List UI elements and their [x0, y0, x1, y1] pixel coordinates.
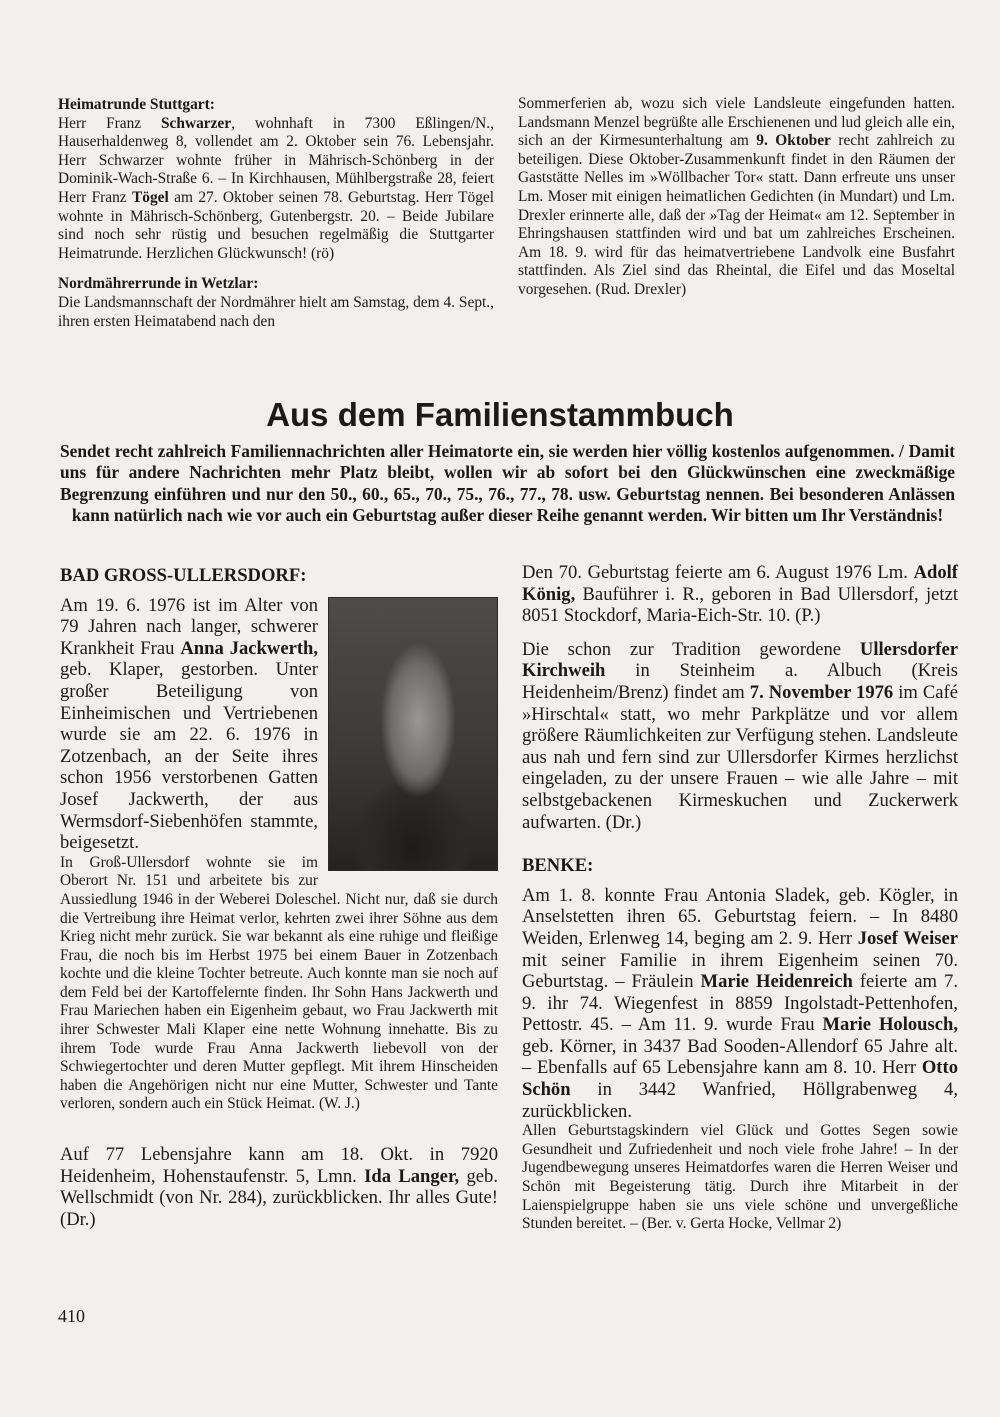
column-top-right [518, 95, 955, 300]
text-obituary: Am 19. 6. 1976 ist im Alter von 79 Jahren nach langer, schwerer Krankheit Frau Anna Jackwerth, geb. Klaper, gestorben. Unter großer Beteiligung von Einheimischen und Vertriebenen wurde sie am 22. 6. 1976 in Zotzenbach, an der Seite ihres schon 1956 verstorbenen Gatten Josef Jackwerth, der aus Wermsdorf-Siebenhöfen stammte, beigesetzt. [60, 594, 319, 854]
text-obituary-details: In Groß-Ullersdorf wohnte sie im Oberort Nr. 151 und arbeitete bis zur Aussiedlung 1946 in der Weberei Doleschel. Nicht nur, daß sie durch die Vertreibung ihre Heimat verlor, kehrten zwei ihrer Söhne aus dem Krieg nicht mehr zurück. Sie war bekannt als eine ruhige und fleißige Frau, die noch bis im Herbst 1975 bei einem Bauer in Zotzenbach kochte und die kleine Tochter betreute. Auch konnte man sie noch auf dem Feld bei der Kartoffelernte finden. Ihr Sohn Hans Jackwerth und Frau Mariechen haben ein Eigenheim gebaut, wo Frau Jackwerth mit ihrer Schwester Mali Klaper eine nette Wohnung innehatte. Bis zu ihrem Tode wurde Frau Anna Jackwerth liebevoll von der Schwiegertochter und deren Mutter gepflegt. Mit ihrem Hinscheiden haben die Angehörigen nicht nur eine Mutter, Schwester und Tante verloren, sondern auch ein Stück Heimat. (W. J.) [60, 853, 498, 1113]
heading-bad-gross-ullersdorf: BAD GROSS-ULLERSDORF: [60, 565, 307, 586]
column-bottom-left [60, 565, 498, 1230]
text-ida-langer: Auf 77 Lebensjahre kann am 18. Okt. in 7920 Heidenheim, Hohenstaufenstr. 5, Lmn. Ida Langer, geb. Wellschmidt (von Nr. 284), zurückblicken. Ihr alles Gute! (Dr.) [60, 1144, 498, 1230]
text-kirchweih: Die schon zur Tradition gewordene Ullersdorfer Kirchweih in Steinheim a. Albuch (Kreis Heidenheim/Brenz) findet am 7. November 1976 im Café »Hirschtal« statt, wo mehr Parkplätze und vor allem größere Räumlichkeiten zur Verfügung stehen. Landsleute aus nah und fern sind zur Ullersdorfer Kirmes herzlichst eingeladen, zu der unsere Frauen – wie alle Jahre – mit selbstgebackenen Kirmeskuchen und Zuckerwerk aufwarten. (Dr.) [522, 638, 958, 833]
section-title: Aus dem Familienstammbuch [266, 396, 734, 433]
page-number: 410 [58, 1306, 85, 1326]
section-intro: Sendet recht zahlreich Familiennachrichten aller Heimatorte ein, sie werden hier völlig kostenlos aufgenommen. / Damit uns für andere Nachrichten mehr Platz bleibt, wollen wir ab sofort bei den Glückwünschen eine zweckmäßige Begrenzung einführen und nur den 50., 60., 65., 70., 75., 76., 77., 78. usw. Geburtstag nennen. Bei besonderen Anlässen kann natürlich nach wie vor auch ein Geburtstag außer dieser Reihe genannt werden. Wir bitten um Ihr Verständnis! [60, 441, 955, 526]
text-wetzlar-continued: Sommerferien ab, wozu sich viele Landsleute eingefunden hatten. Landsmann Menzel begrüßte alle Erschienenen und lud gleich alle ein, sich an der Kirmesunterhaltung am 9. Oktober recht zahlreich zu beteiligen. Diese Oktober-Zusammenkunft findet in den Räumen der Gaststätte Nelles im »Wöllbacher Tor« statt. Dann erfreute uns unser Lm. Moser mit einigen heimatlichen Gedichten (in Mundart) und Lm. Drexler erinnerte alle, daß der »Tag der Heimat« am 12. September in Ehringshausen stattfinden wird und bat um zahlreiches Erscheinen. Am 18. 9. wird für das heimatvertriebene Landvolk eine Busfahrt stattfinden. Als Ziel sind das Rheintal, die Eifel und das Moseltal vorgesehen. (Rud. Drexler) [518, 95, 955, 298]
column-top-left [58, 96, 494, 331]
portrait-photo-anna-jackwerth [328, 597, 498, 871]
heading-nordmaehrerrunde-wetzlar: Nordmährerrunde in Wetzlar: [58, 275, 259, 293]
text-stuttgart: Herr Franz Schwarzer, wohnhaft in 7300 Eßlingen/N., Hauserhaldenweg 8, vollendet am 2. Oktober sein 76. Lebensjahr. Herr Schwarzer wohnte früher in Mährisch-Schönberg in der Dominik-Wach-Straße 6. – In Kirchhausen, Mühlbergstraße 28, feiert Herr Franz Tögel am 27. Oktober seinen 78. Geburtstag. Herr Tögel wohnte in Mährisch-Schönberg, Gutenbergstr. 20. – Beide Jubilare sind noch sehr rüstig und besuchen regelmäßig die Stuttgarter Heimatrunde. Herzlichen Glückwunsch! (rö) [58, 114, 494, 262]
text-wetzlar: Die Landsmannschaft der Nordmährer hielt am Samstag, dem 4. Sept., ihren ersten Heimatabend nach den [58, 293, 494, 330]
heading-heimatrunde-stuttgart: Heimatrunde Stuttgart: [58, 96, 215, 113]
text-adolf-koenig: Den 70. Geburtstag feierte am 6. August 1976 Lm. Adolf König, Bauführer i. R., geboren in Bad Ullersdorf, jetzt 8051 Stockdorf, Maria-Eich-Str. 10. (P.) [522, 562, 958, 627]
heading-benke: BENKE: [522, 855, 594, 877]
text-benke-closing: Allen Geburtstagskindern viel Glück und Gottes Segen sowie Gesundheit und Zufriedenheit und noch viele frohe Jahre! – In der Jugendbewegung unseres Heimatdorfes waren die Herren Weiser und Schön mit Begeisterung tätig. Durch ihre Mitarbeit in der Laienspielgruppe haben sie uns viele schöne und unvergeßliche Stunden bereitet. – (Ber. v. Gerta Hocke, Vellmar 2) [522, 1122, 958, 1233]
text-benke: Am 1. 8. konnte Frau Antonia Sladek, geb. Kögler, in Anselstetten ihren 65. Geburtstag feiern. – In 8480 Weiden, Erlenweg 14, beging am 2. 9. Herr Josef Weiser mit seiner Familie in ihrem Eigenheim seinen 70. Geburtstag. – Fräulein Marie Heidenreich feierte am 7. 9. ihr 74. Wiegenfest in 8859 Ingolstadt-Pettenhofen, Pettostr. 45. – Am 11. 9. wurde Frau Marie Holousch, geb. Körner, in 3437 Bad Sooden-Allendorf 65 Jahre alt. – Ebenfalls auf 65 Lebensjahre kann am 8. 10. Herr Otto Schön in 3442 Wanfried, Höllgrabenweg 4, zurückblicken. [522, 884, 958, 1122]
column-bottom-right [522, 562, 958, 1234]
